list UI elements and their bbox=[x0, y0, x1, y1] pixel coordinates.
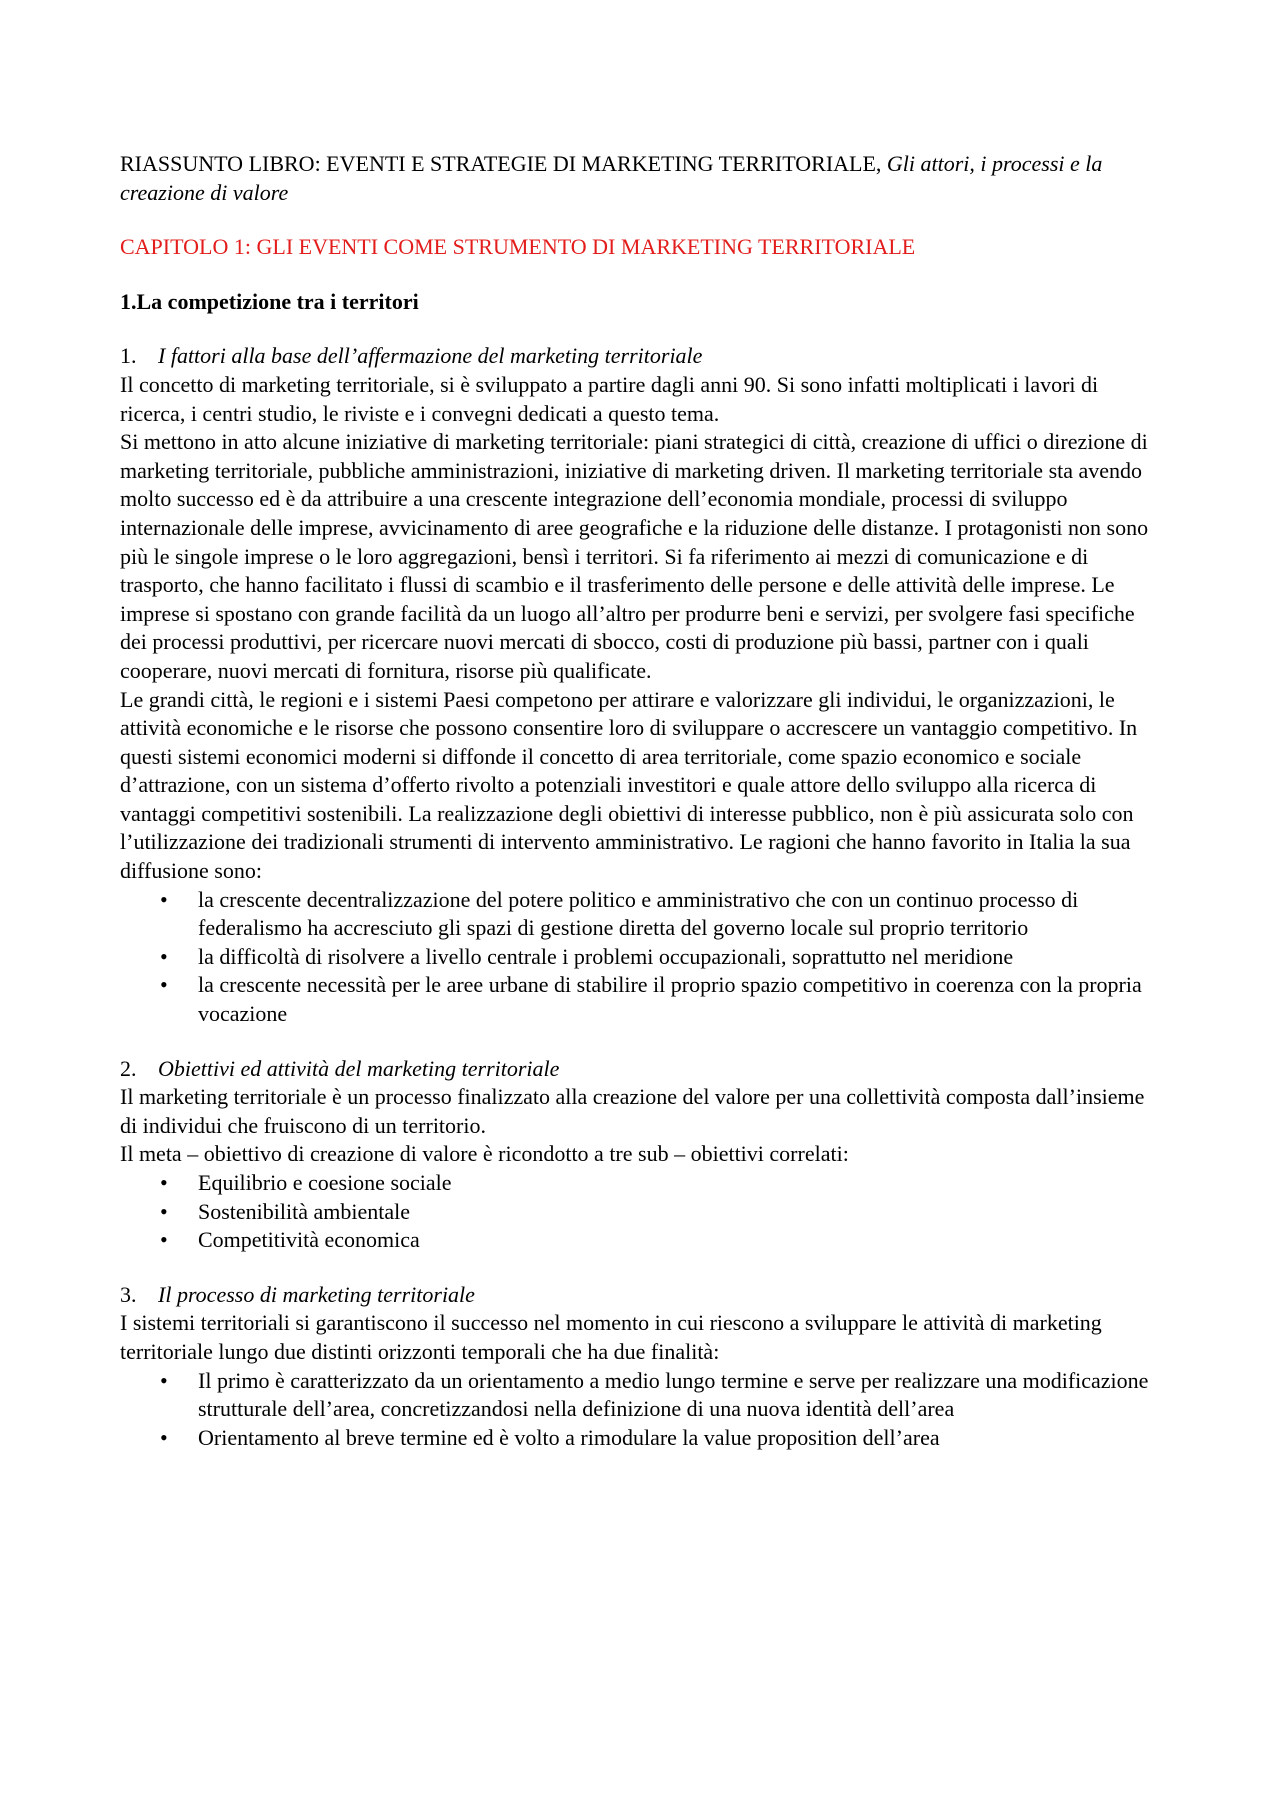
paragraph: Le grandi città, le regioni e i sistemi Paesi competono per attirare e valorizzare gli individui, le organizzazioni, le attività economiche e le risorse che possono consentire loro di sviluppare o accrescere un vantaggio competitivo. In questi sistemi economici moderni si diffonde il concetto di area territoriale, come spazio economico e sociale d’attrazione, con un sistema d’offerto rivolto a potenziali investitori e quale attore dello sviluppo alla ricerca di vantaggi competitivi sostenibili. La realizzazione degli obiettivi di interesse pubblico, non è più assicurata solo con l’utilizzazione dei tradizionali strumenti di intervento amministrativo. Le ragioni che hanno favorito in Italia la sua diffusione sono: bbox=[120, 686, 1138, 884]
list-item bbox=[120, 1367, 1160, 1424]
bullet-icon: • bbox=[160, 1424, 168, 1450]
list-item-text: Equilibrio e coesione sociale bbox=[198, 1170, 452, 1195]
list-item bbox=[120, 886, 1160, 943]
list-item bbox=[120, 1424, 1160, 1453]
section-number: 3. bbox=[120, 1281, 137, 1307]
paragraph: I sistemi territoriali si garantiscono il successo nel momento in cui riescono a sviluppare le attività di marketing territoriale lungo due distinti orizzonti temporali che ha due finalità: bbox=[120, 1310, 1102, 1364]
list-item-text: la crescente necessità per le aree urbane di stabilire il proprio spazio competitivo in coerenza con la propria vocazione bbox=[198, 972, 1142, 1027]
list-item bbox=[120, 1169, 1160, 1198]
paragraph: Il meta – obiettivo di creazione di valore è ricondotto a tre sub – obiettivi correlati: bbox=[120, 1141, 849, 1167]
list-item bbox=[120, 1226, 1160, 1255]
bullet-icon: • bbox=[160, 1170, 168, 1195]
section-number: 1. bbox=[120, 343, 137, 369]
list-item-text: Competitività economica bbox=[198, 1227, 420, 1253]
paragraph: Il marketing territoriale è un processo finalizzato alla creazione del valore per una collettività composta dall’insieme di individui che fruiscono di un territorio. bbox=[120, 1084, 1145, 1138]
chapter-title: CAPITOLO 1: GLI EVENTI COME STRUMENTO DI MARKETING TERRITORIALE bbox=[120, 234, 916, 260]
section-number: 2. bbox=[120, 1055, 137, 1081]
list-item bbox=[120, 943, 1160, 972]
section-title bbox=[120, 1281, 1160, 1310]
bullet-list bbox=[120, 886, 1160, 1029]
bullet-icon: • bbox=[160, 972, 168, 998]
bullet-list bbox=[120, 1367, 1160, 1453]
list-item-text: la crescente decentralizzazione del potere politico e amministrativo che con un continuo processo di federalismo ha accresciuto gli spazi di gestione diretta del governo locale sul proprio territorio bbox=[198, 886, 1079, 941]
bullet-icon: • bbox=[160, 886, 168, 912]
paragraph: Il concetto di marketing territoriale, si è sviluppato a partire dagli anni 90. Si sono infatti moltiplicati i lavori di ricerca, i centri studio, le riviste e i convegni dedicati a questo tema. bbox=[120, 371, 1099, 426]
list-item-text: Orientamento al breve termine ed è volto a rimodulare la value proposition dell’area bbox=[198, 1424, 940, 1450]
paragraph: Si mettono in atto alcune iniziative di marketing territoriale: piani strategici di città, creazione di uffici o direzione di marketing territoriale, pubbliche amministrazioni, iniziative di marketing driven. Il marketing territoriale sta avendo molto successo ed è da attribuire a una crescente integrazione dell’economia mondiale, processi di sviluppo internazionale delle imprese, avvicinamento di aree geografiche e la riduzione delle distanze. I protagonisti non sono più le singole imprese o le loro aggregazioni, bensì i territori. Si fa riferimento ai mezzi di comunicazione e di trasporto, che hanno facilitato i flussi di scambio e il trasferimento delle persone e delle attività delle imprese. Le imprese si spostano con grande facilità da un luogo all’altro per produrre beni e servizi, per svolgere fasi specifiche dei processi produttivi, per ricercare nuovi mercati di sbocco, costi di produzione più bassi, partner con i quali cooperare, nuovi mercati di fornitura, risorse più qualificate. bbox=[120, 429, 1149, 683]
section-title-text: Obiettivi ed attività del marketing territoriale bbox=[158, 1055, 560, 1081]
section-3 bbox=[120, 1281, 1160, 1453]
bullet-icon: • bbox=[160, 1367, 168, 1393]
list-item-text: Sostenibilità ambientale bbox=[198, 1198, 411, 1224]
section-2 bbox=[120, 1055, 1160, 1255]
section-title bbox=[120, 1055, 1160, 1084]
title-subtitle: Gli attori, i processi e la creazione di valore bbox=[120, 151, 1103, 205]
bullet-icon: • bbox=[160, 1227, 168, 1253]
section-title-text: Il processo di marketing territoriale bbox=[158, 1281, 475, 1307]
title-main: RIASSUNTO LIBRO: EVENTI E STRATEGIE DI MARKETING TERRITORIALE, bbox=[120, 151, 882, 176]
bullet-list bbox=[120, 1169, 1160, 1255]
list-item-text: la difficoltà di risolvere a livello centrale i problemi occupazionali, soprattutto nel meridione bbox=[198, 943, 1014, 969]
list-item bbox=[120, 1198, 1160, 1227]
list-item bbox=[120, 971, 1160, 1028]
section-title-text: I fattori alla base dell’affermazione del marketing territoriale bbox=[158, 343, 703, 369]
list-item-text: Il primo è caratterizzato da un orientamento a medio lungo termine e serve per realizzare una modificazione strutturale dell’area, concretizzandosi nella definizione di una nuova identità dell’area bbox=[198, 1367, 1149, 1422]
bullet-icon: • bbox=[160, 943, 168, 969]
section-title bbox=[120, 342, 1160, 371]
document-title bbox=[120, 150, 1160, 207]
bullet-icon: • bbox=[160, 1198, 168, 1224]
section-1 bbox=[120, 342, 1160, 1028]
section-heading: 1.La competizione tra i territori bbox=[120, 288, 419, 314]
